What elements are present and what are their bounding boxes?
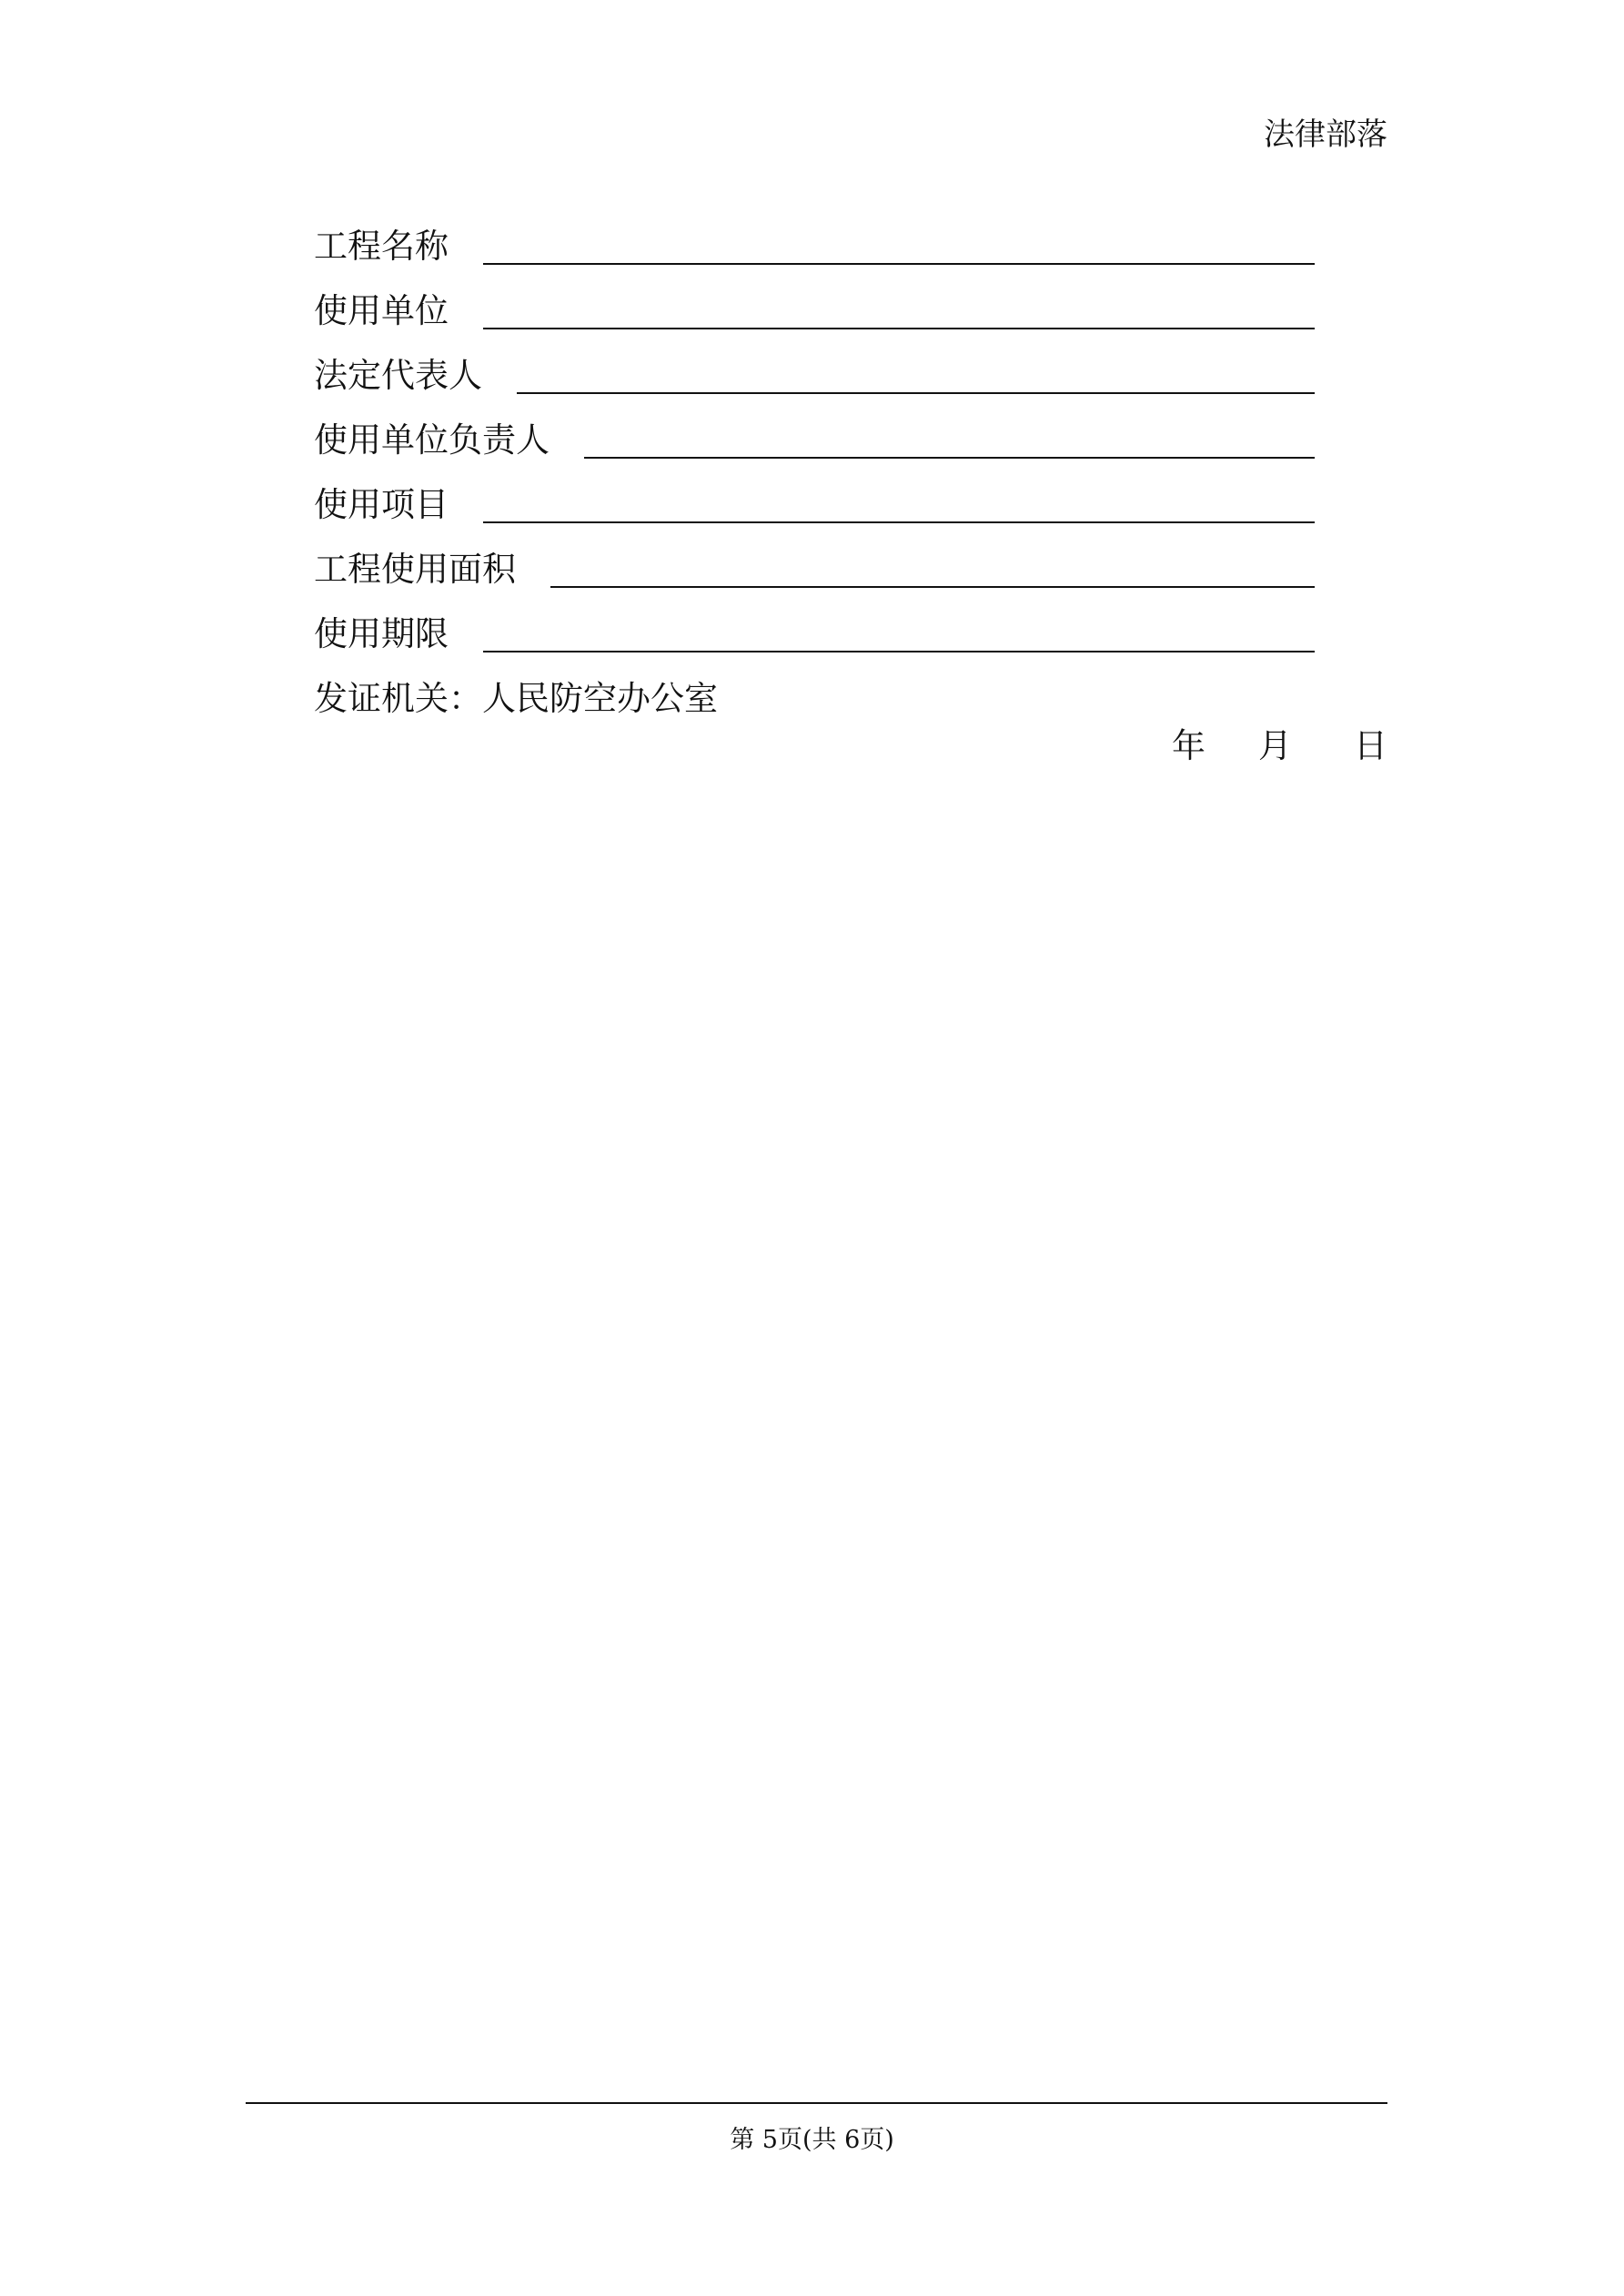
blank-line <box>517 365 1315 394</box>
header-brand: 法律部落 <box>1264 116 1387 153</box>
date-month: 月 <box>1258 726 1292 765</box>
form-row-legal-representative <box>314 333 1315 398</box>
form-row-use-item <box>314 462 1315 527</box>
form-row-use-period <box>314 592 1315 656</box>
date-line <box>1172 724 1387 768</box>
field-label: 使用单位负责人 <box>314 420 550 460</box>
field-label: 使用单位 <box>314 291 449 330</box>
footer-divider <box>246 2102 1387 2104</box>
blank-line <box>550 559 1315 588</box>
blank-line <box>483 236 1315 265</box>
form-row-use-area <box>314 527 1315 592</box>
form-row-project-name <box>314 204 1315 268</box>
issuing-authority <box>314 656 1315 721</box>
form-row-unit-responsible-person <box>314 398 1315 462</box>
field-label: 工程使用面积 <box>314 550 516 589</box>
issuing-authority-text: 发证机关：人民防空办公室 <box>314 679 718 718</box>
blank-line <box>483 623 1315 652</box>
blank-line <box>483 494 1315 523</box>
field-label: 工程名称 <box>314 227 449 266</box>
date-year: 年 <box>1172 726 1205 765</box>
page-number: 第 5页(共 6页) <box>730 2126 894 2154</box>
field-label: 使用项目 <box>314 485 449 524</box>
form-row-user-unit <box>314 268 1315 333</box>
blank-line <box>584 430 1315 459</box>
field-label: 法定代表人 <box>314 356 482 395</box>
blank-line <box>483 300 1315 329</box>
certificate-form <box>314 204 1315 721</box>
date-day: 日 <box>1354 726 1387 765</box>
field-label: 使用期限 <box>314 614 449 653</box>
